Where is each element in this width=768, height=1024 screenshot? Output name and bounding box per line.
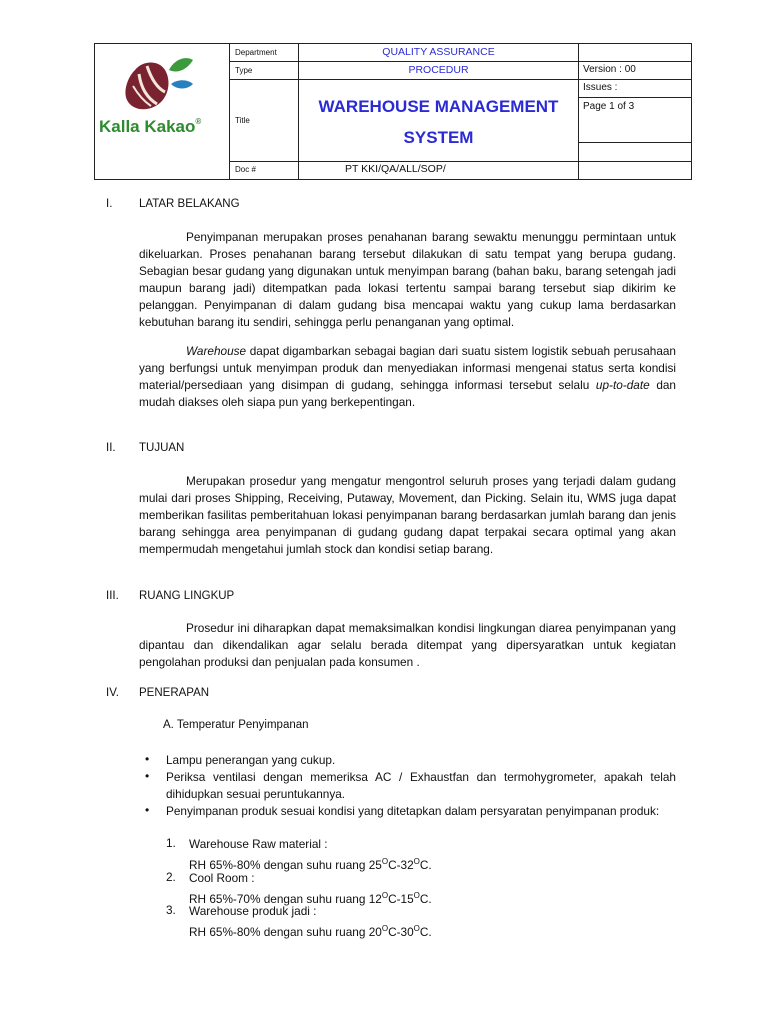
item-2-number: 2. [166, 870, 176, 884]
title-label: Title [235, 116, 250, 125]
ruang-lingkup-paragraph: Prosedur ini diharapkan dapat memaksimalkan kondisi lingkungan diarea penyimpanan yang dipantau dan dikendalikan agar selalu berada ditempat yang dipersyaratkan untuk kegiatan pengolahan produksi dan penjualan pada konsumen . [139, 621, 676, 669]
company-logo [95, 44, 229, 179]
issues: Issues : [583, 82, 618, 93]
doc-label: Doc # [235, 165, 256, 174]
bullet-item-3: Penyimpanan produk sesuai kondisi yang ditetapkan dalam persyaratan penyimpanan produk: [166, 804, 660, 818]
bullet-icon: • [145, 769, 150, 783]
item-2-condition: RH 65%-70% dengan suhu ruang $12^OC-15^OC$. [189, 891, 432, 906]
department-value: QUALITY ASSURANCE [382, 46, 495, 58]
bullet-item-1: Lampu penerangan yang cukup. [166, 753, 336, 767]
section-1-number: I. [106, 198, 113, 210]
item-1-condition: RH 65%-80% dengan suhu ruang $25^OC-32^OC$. [189, 857, 432, 872]
version: Version : 00 [583, 64, 636, 75]
bullet-item-2: Periksa ventilasi dengan memeriksa AC / Exhaustfan dan termohygrometer, apakah telah dihidupkan sesuai peruntukannya. [166, 770, 676, 801]
item-1-name: Warehouse Raw material : [189, 837, 328, 851]
latar-paragraph-1: Penyimpanan merupakan proses penahanan barang sewaktu menunggu permintaan untuk dikeluarkan. Proses penahanan barang tersebut dilakukan di satu tempat yang berupa gudang. Sebagian besar gudang yang digunakan untuk menyimpan barang (bahan baku, barang setengah jadi maupun barang jadi) ditempatkan pada lokasi tertentu sampai barang tersebut siap dikirim ke pelanggan. Penyimpanan di dalam gudang bisa mencapai waktu yang cukup lama berdasarkan kebutuhan barang itu sendiri, sehingga perlu penanganan yang optimal. [139, 230, 676, 329]
item-3-name: Warehouse produk jadi : [189, 904, 317, 918]
section-2-title: TUJUAN [139, 442, 185, 454]
logo-wordmark: Kalla Kakao® [99, 117, 202, 136]
item-2-name: Cool Room : [189, 871, 255, 885]
item-3-condition: RH 65%-80% dengan suhu ruang $20^OC-30^OC$. [189, 924, 432, 939]
section-4-title: PENERAPAN [139, 687, 210, 699]
type-value: PROCEDUR [408, 64, 469, 76]
bullet-icon: • [145, 803, 150, 817]
tujuan-paragraph: Merupakan prosedur yang mengatur mengontrol seluruh proses yang terjadi dalam gudang mulai dari proses Shipping, Receiving, Putaway, Movement, dan Picking. Selain itu, WMS juga dapat memberikan fasilitas pemberitahuan lokasi penyimpanan barang berdasarkan jumlah barang dan jenis barang sehingga area penyimpanan di gudang gudang dapat terpakai secara optimal yang akan mempermudah mengetahui jumlah stock dan kondisi setiap barang. [139, 474, 676, 556]
section-1-title: LATAR BELAKANG [139, 198, 240, 210]
section-4-number: IV. [106, 687, 120, 699]
document-header [94, 43, 692, 180]
cocoa-pod-icon [95, 44, 229, 179]
document-title: WAREHOUSE MANAGEMENT SYSTEM [318, 97, 559, 147]
department-label: Department [235, 48, 277, 57]
doc-number: PT KKI/QA/ALL/SOP/ [345, 163, 446, 175]
page-number: Page 1 of 3 [583, 101, 635, 112]
latar-paragraph-2: Warehouse dapat digambarkan sebagai bagian dari suatu sistem logistik sebuah perusahaan yang berfungsi untuk menyimpan produk dan menyediakan informasi mengenai status serta kondisi material/persediaan yang disimpan di gudang, sehingga informasi tersebut selalu up-to-date dan mudah diakses oleh siapa pun yang berkepentingan. [139, 344, 676, 409]
type-label: Type [235, 66, 253, 75]
section-2-number: II. [106, 442, 116, 454]
section-3-number: III. [106, 590, 119, 602]
item-3-number: 3. [166, 903, 176, 917]
item-1-number: 1. [166, 836, 176, 850]
section-3-title: RUANG LINGKUP [139, 590, 235, 602]
bullet-icon: • [145, 752, 150, 766]
subsection-a-title: A. Temperatur Penyimpanan [163, 719, 309, 731]
